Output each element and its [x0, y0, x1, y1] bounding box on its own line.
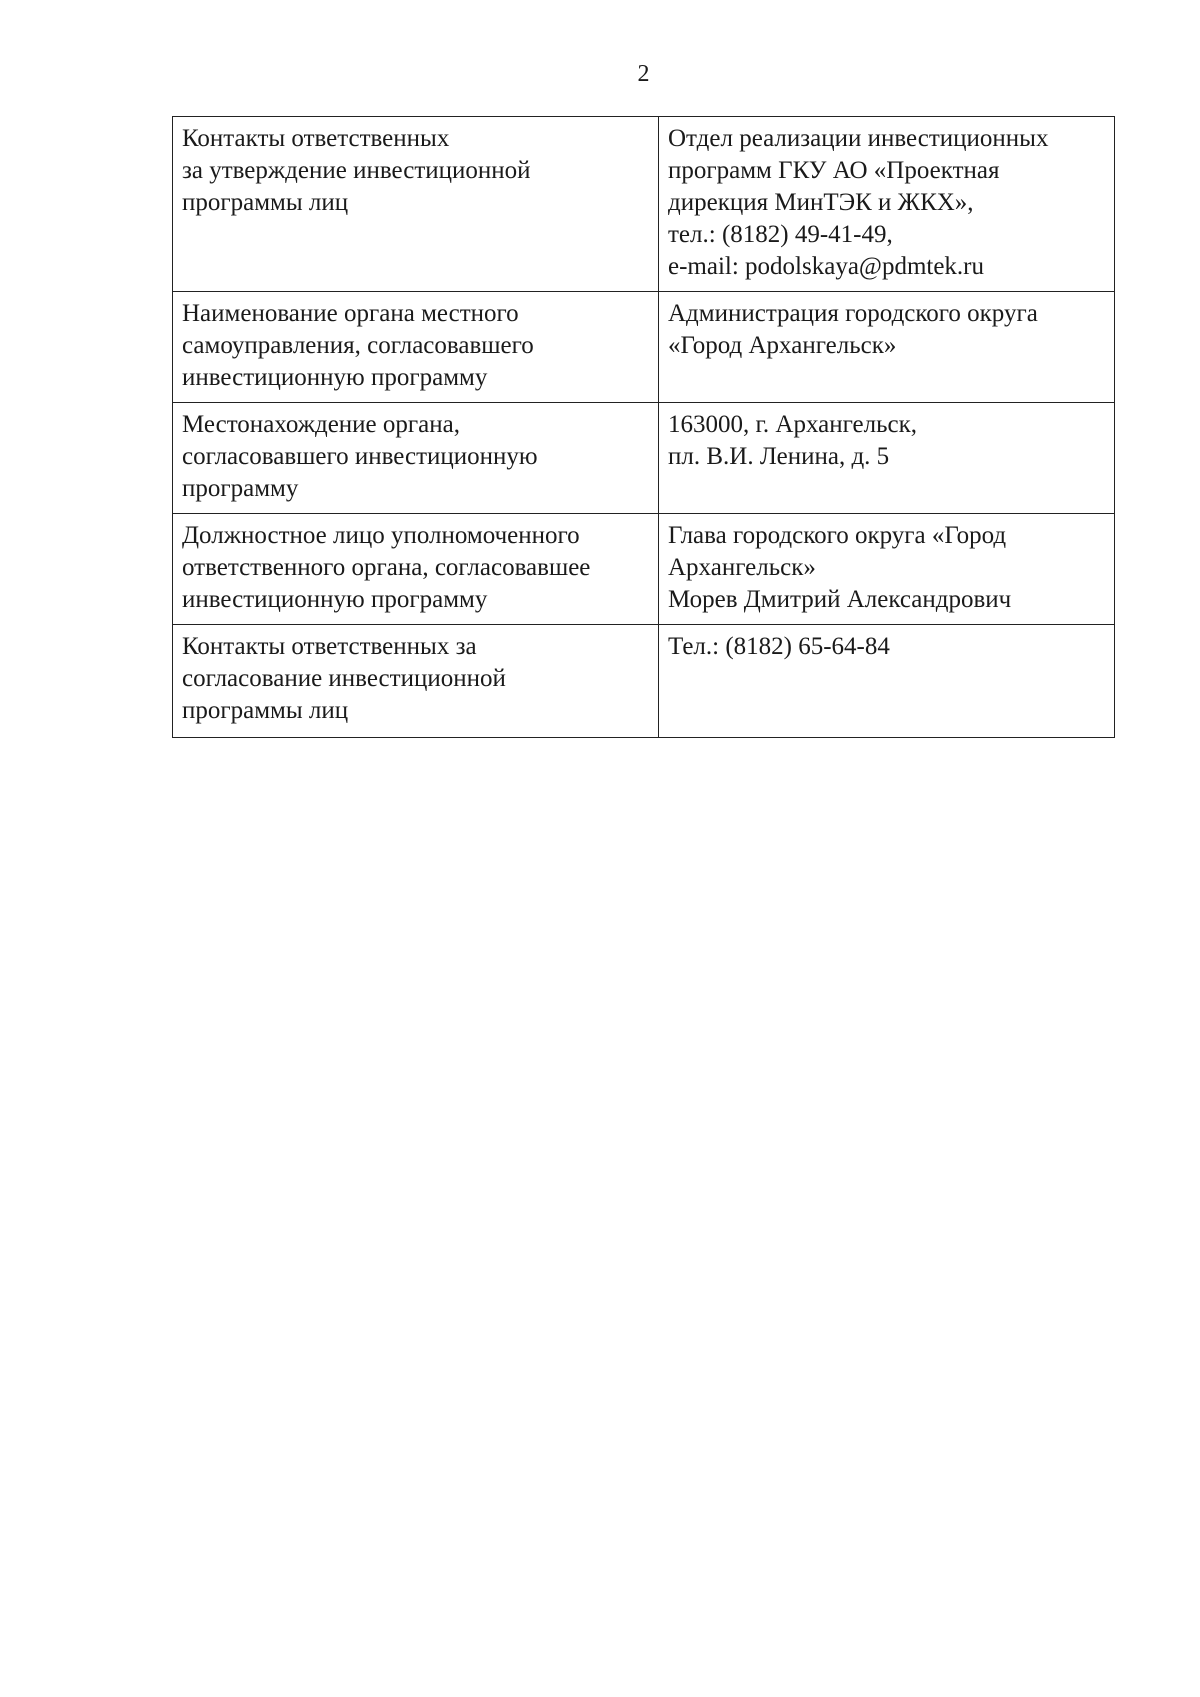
- label-line: согласование инвестиционной: [182, 665, 506, 692]
- label-line: инвестиционную программу: [182, 364, 488, 391]
- label-line: Должностное лицо уполномоченного: [182, 522, 580, 549]
- label-line: согласовавшего инвестиционную: [182, 443, 538, 470]
- label-cell: [173, 403, 659, 514]
- value-line: программ ГКУ АО «Проектная: [668, 157, 1000, 184]
- label-line: Наименование органа местного: [182, 300, 519, 327]
- label-line: программы лиц: [182, 697, 349, 724]
- value-line: тел.: (8182) 49-41-49,: [668, 221, 893, 248]
- label-line: за утверждение инвестиционной: [182, 157, 531, 184]
- email-text: e-mail: podolskaya@pdmtek.ru: [668, 253, 985, 280]
- value-cell: [659, 117, 1115, 292]
- label-line: инвестиционную программу: [182, 586, 488, 613]
- label-line: программы лиц: [182, 189, 349, 216]
- value-cell: [659, 403, 1115, 514]
- value-line: Администрация городского округа: [668, 300, 1038, 327]
- label-line: Контакты ответственных: [182, 125, 450, 152]
- table-row: [173, 625, 1115, 738]
- label-line: самоуправления, согласовавшего: [182, 332, 534, 359]
- label-line: ответственного органа, согласовавшее: [182, 554, 591, 581]
- value-line: 163000, г. Архангельск,: [668, 411, 918, 438]
- value-line: Отдел реализации инвестиционных: [668, 125, 1049, 152]
- phone-text: Тел.: (8182) 65-64-84: [668, 633, 890, 660]
- value-line: Глава городского округа «Город: [668, 522, 1007, 549]
- label-cell: [173, 514, 659, 625]
- label-line: Контакты ответственных за: [182, 633, 477, 660]
- page-number: 2: [637, 61, 650, 87]
- table-row: [173, 403, 1115, 514]
- value-line: «Город Архангельск»: [668, 332, 897, 359]
- value-cell: [659, 625, 1115, 738]
- value-line: пл. В.И. Ленина, д. 5: [668, 443, 890, 470]
- info-table: [172, 116, 1115, 738]
- table-row: [173, 292, 1115, 403]
- value-line: дирекция МинТЭК и ЖКХ»,: [668, 189, 974, 216]
- label-cell: [173, 625, 659, 738]
- label-cell: [173, 292, 659, 403]
- value-line: Морев Дмитрий Александрович: [668, 586, 1012, 613]
- value-line: Архангельск»: [668, 554, 816, 581]
- value-cell: [659, 514, 1115, 625]
- label-cell: [173, 117, 659, 292]
- label-line: программу: [182, 475, 299, 502]
- table-row: [173, 514, 1115, 625]
- table-row: [173, 117, 1115, 292]
- label-line: Местонахождение органа,: [182, 411, 460, 438]
- value-cell: [659, 292, 1115, 403]
